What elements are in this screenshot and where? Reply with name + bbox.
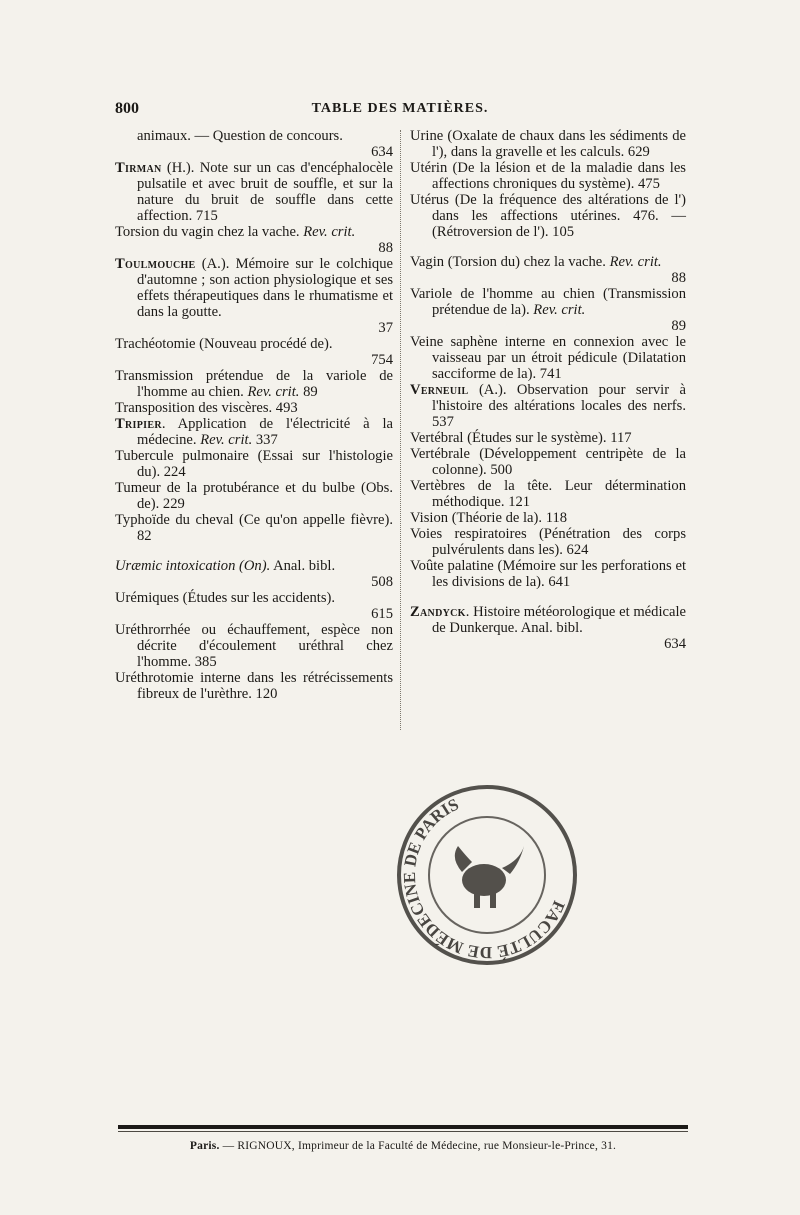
author-name: Tripier xyxy=(115,416,162,432)
footer-rule xyxy=(118,1125,688,1129)
entry-text: (A.). Observation pour servir à l'histoire des altérations locales des nerfs. 537 xyxy=(432,382,686,430)
page-reference: 88 xyxy=(671,270,686,286)
page-reference: 634 xyxy=(664,636,686,652)
index-entry xyxy=(410,430,686,446)
entry-text: Voûte palatine (Mémoire sur les perforations et les divisions de la). 641 xyxy=(410,558,686,590)
index-entry xyxy=(115,448,393,480)
italic-text: Rev. crit. xyxy=(247,384,300,400)
stamp-emblem xyxy=(455,846,524,908)
entry-text: Vision (Théorie de la). 118 xyxy=(410,510,568,526)
italic-text: Uræmic intoxication (On). xyxy=(115,558,271,574)
entry-text: Anal. bibl. xyxy=(270,558,336,574)
entry-text: Tubercule pulmonaire (Essai sur l'histologie du). 224 xyxy=(115,448,393,480)
running-title: TABLE DES MATIÈRES. xyxy=(311,101,489,116)
index-entry xyxy=(115,256,393,320)
page-reference: 88 xyxy=(378,240,393,256)
italic-text: Rev. crit. xyxy=(533,302,586,318)
entry-text: 337 xyxy=(252,432,278,448)
entry-text: Vertèbres de la tête. Leur détermination méthodique. 121 xyxy=(410,478,686,510)
page-reference: 508 xyxy=(371,574,393,590)
index-entry xyxy=(115,416,393,448)
entry-text: Tumeur de la protubérance et du bulbe (Obs. de). 229 xyxy=(115,480,393,512)
index-entry xyxy=(115,160,393,224)
entry-text: . Histoire météorologique et médicale de Dunkerque. Anal. bibl. xyxy=(432,604,686,636)
entry-text: Uréthrorrhée ou échauffement, espèce non décrite d'écoulement uréthral chez l'homme. 385 xyxy=(115,622,393,670)
author-name: Toulmouche xyxy=(115,256,196,272)
entry-text: Vagin (Torsion du) chez la vache. xyxy=(410,254,610,270)
index-entry xyxy=(115,224,393,240)
entry-text: Utérin (De la lésion et de la maladie dans les affections chroniques du système). 475 xyxy=(410,160,686,192)
stamp-text: FACULTÉ DE MÉDECINE DE PARIS xyxy=(399,794,569,963)
index-entry xyxy=(115,128,393,144)
running-head xyxy=(115,100,685,122)
index-entry xyxy=(115,368,393,400)
page-number: 800 xyxy=(115,100,139,117)
italic-text: Rev. crit. xyxy=(303,224,356,240)
index-entry xyxy=(410,510,686,526)
entry-text: Torsion du vagin chez la vache. xyxy=(115,224,304,240)
entry-text: Typhoïde du cheval (Ce qu'on appelle fièvre). 82 xyxy=(115,512,393,544)
index-entry xyxy=(410,382,686,430)
section-gap xyxy=(410,590,686,604)
entry-text: Utérus (De la fréquence des altérations de l') dans les affections utérines. 476. — (Rétroversion de l'). 105 xyxy=(410,192,686,240)
page-reference: 37 xyxy=(378,320,393,336)
entry-text: Trachéotomie (Nouveau procédé de). xyxy=(115,336,333,352)
entry-text: Voies respiratoires (Pénétration des corps pulvérulents dans les). 624 xyxy=(410,526,686,558)
section-gap xyxy=(115,544,393,558)
index-entry xyxy=(410,446,686,478)
entry-text: 89 xyxy=(299,384,318,400)
entry-text: Variole de l'homme au chien (Transmission prétendue de la). xyxy=(410,286,686,318)
entry-text: Veine saphène interne en connexion avec le vaisseau par un étroit pédicule (Dilatation sacciforme de la). 741 xyxy=(410,334,686,382)
section-gap xyxy=(410,240,686,254)
index-column-left xyxy=(115,128,393,702)
entry-text: Vertébral (Études sur le système). 117 xyxy=(410,430,632,446)
index-entry xyxy=(410,160,686,192)
author-name: Verneuil xyxy=(410,382,469,398)
index-entry xyxy=(410,254,686,270)
index-entry xyxy=(410,334,686,382)
italic-text: Rev. crit. xyxy=(609,254,662,270)
index-entry xyxy=(115,336,393,352)
index-entry xyxy=(410,128,686,160)
entry-text: (A.). Mémoire sur le colchique d'automne ; son action physiologique et ses effets thérapeutiques dans le rhumatisme et dans la goutte. xyxy=(137,256,393,320)
author-name: Zandyck xyxy=(410,604,466,620)
index-entry xyxy=(115,400,393,416)
library-stamp xyxy=(392,780,582,970)
entry-text: Uréthrotomie interne dans les rétrécissements fibreux de l'urèthre. 120 xyxy=(115,670,393,702)
index-entry xyxy=(115,590,393,606)
index-entry xyxy=(115,512,393,544)
page-reference: 754 xyxy=(371,352,393,368)
imprint-text: — RIGNOUX, Imprimeur de la Faculté de Médecine, rue Monsieur-le-Prince, 31. xyxy=(219,1140,617,1152)
index-entry xyxy=(410,192,686,240)
index-entry xyxy=(115,480,393,512)
index-entry xyxy=(115,622,393,670)
page-reference: 89 xyxy=(671,318,686,334)
page-reference: 615 xyxy=(371,606,393,622)
entry-text: animaux. — Question de concours. xyxy=(137,128,343,144)
entry-text: Urémiques (Études sur les accidents). xyxy=(115,590,336,606)
index-entry xyxy=(115,558,393,574)
entry-text: Transmission prétendue de la variole de l'homme au chien. xyxy=(115,368,393,400)
index-entry xyxy=(410,286,686,318)
index-entry xyxy=(115,670,393,702)
page-reference: 634 xyxy=(371,144,393,160)
index-column-right xyxy=(410,128,686,652)
index-entry xyxy=(410,604,686,636)
footer-rule-thin xyxy=(118,1131,688,1132)
index-entry xyxy=(410,478,686,510)
entry-text: Urine (Oxalate de chaux dans les sédiments de l'), dans la gravelle et les calculs. 629 xyxy=(410,128,686,160)
entry-text: (H.). Note sur un cas d'encéphalocèle pulsatile et avec bruit de souffle, et sur la nature du bruit de souffle dans cette affection. 715 xyxy=(137,160,393,224)
column-divider xyxy=(400,130,401,730)
entry-text: Transposition des viscères. 493 xyxy=(115,400,298,416)
entry-text: . Application de l'électricité à la médecine. xyxy=(137,416,393,448)
imprint-city: Paris. xyxy=(189,1140,220,1152)
entry-text: Vertébrale (Développement centripète de la colonne). 500 xyxy=(410,446,686,478)
italic-text: Rev. crit. xyxy=(200,432,253,448)
author-name: Tirman xyxy=(115,160,162,176)
index-entry xyxy=(410,558,686,590)
index-entry xyxy=(410,526,686,558)
printer-imprint xyxy=(118,1140,688,1152)
